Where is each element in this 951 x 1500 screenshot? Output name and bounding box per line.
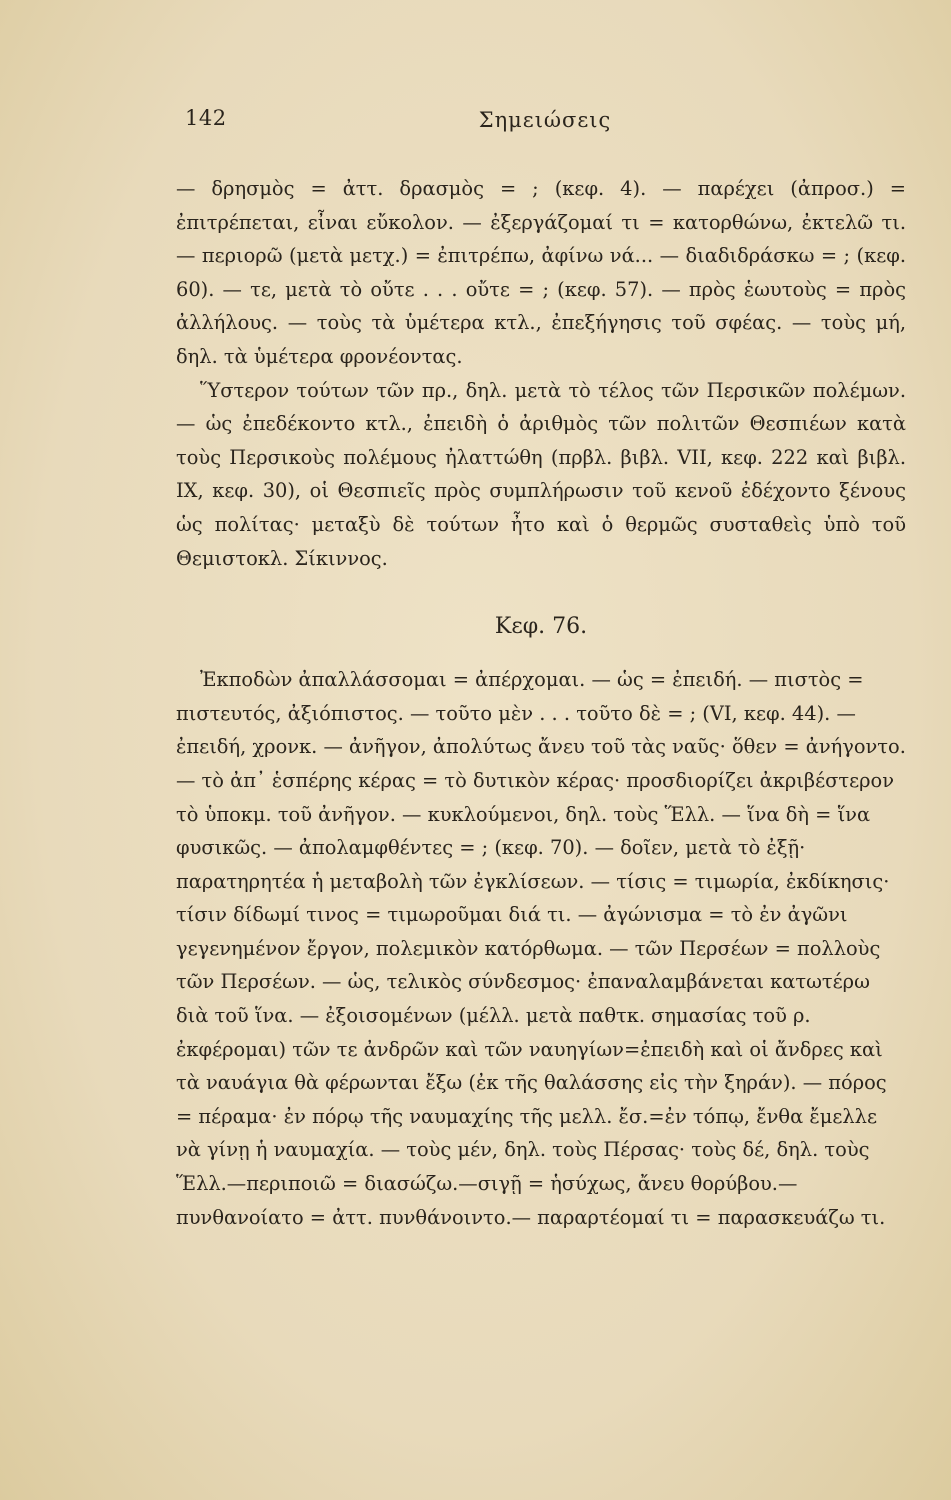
chapter-heading: Κεφ. 76. [494, 614, 588, 640]
note-paragraph: — δρησμὸς = ἀττ. δρασμὸς = ; (κεφ. 4). — παρέχει (ἀπροσ.) = ἐπιτρέπεται, εἶναι εὔκολον. — ἐξεργάζομαί τι = κατορθώνω, ἐκτελῶ τι. — περιορῶ (μετὰ μετχ.) = ἐπιτρέπω, ἀφίνω νά... — διαδιδράσκω = ; (κεφ. 60). — τε, μετὰ τὸ οὔτε . . . οὔτε = ; (κεφ. 57). — πρὸς ἑωυτοὺς = πρὸς ἀλλήλους. — τοὺς τὰ ὑμέτερα κτλ., ἐπεξήγησις τοῦ σφέας. — τοὺς μή, δηλ. τὰ ὑμέτερα φρονέοντας. [176, 177, 906, 368]
page-number: 142 [185, 106, 227, 130]
running-head [185, 106, 905, 142]
note-paragraph: Ἐκποδὼν ἀπαλλάσσομαι = ἀπέρχομαι. — ὡς = ἐπειδή. — πιστὸς = πιστευτός, ἀξιόπιστος. — τοῦτο μὲν . . . τοῦτο δὲ = ; (VI, κεφ. 44). — ἐπειδή, χρονκ. — ἀνῆγον, ἀπολύτως ἄνευ τοῦ τὰς ναῦς· ὅθεν = ἀνήγοντο. — τὸ ἀπ᾽ ἑσπέρης κέρας = τὸ δυτικὸν κέρας· προσδιορίζει ἀκριβέστερον τὸ ὑποκμ. τοῦ ἀνῆγον. — κυκλούμενοι, δηλ. τοὺς Ἕλλ. — ἵνα δὴ = ἵνα φυσικῶς. — ἀπολαμφθέντες = ; (κεφ. 70). — δοῖεν, μετὰ τὸ ἐξῇ· παρατηρητέα ἡ μεταβολὴ τῶν ἐγκλίσεων. — τίσις = τιμωρία, ἐκδίκησις· τίσιν δίδωμί τινος = τιμωροῦμαι διά τι. — ἀγώνισμα = τὸ ἐν ἀγῶνι γεγενημένον ἔργον, πολεμικὸν κατόρθωμα. — τῶν Περσέων = πολλοὺς τῶν Περσέων. — ὡς, τελικὸς σύνδεσμος· ἐπαναλαμβάνεται κατωτέρω διὰ τοῦ ἵνα. — ἐξοισομένων (μέλλ. μετὰ παθτκ. σημασίας τοῦ ρ. ἐκφέρομαι) τῶν τε ἀνδρῶν καὶ τῶν ναυηγίων=ἐπειδὴ καὶ οἱ ἄνδρες καὶ τὰ ναυάγια θὰ φέρωνται ἔξω (ἐκ τῆς θαλάσσης εἰς τὴν ξηράν). — πόρος = πέραμα· ἐν πόρῳ τῆς ναυμαχίης τῆς μελλ. ἔσ.=ἐν τόπῳ, ἔνθα ἔμελλε νὰ γίνῃ ἡ ναυμαχία. — τοὺς μέν, δηλ. τοὺς Πέρσας· τοὺς δέ, δηλ. τοὺς Ἕλλ.—περιποιῶ = διασώζω.—σιγῇ = ἡσύχως, ἄνευ θορύβου.— πυνθανοίατο = ἀττ. πυνθάνοιντο.— παραρτέομαί τι = παρασκευάζω τι. [176, 668, 906, 1229]
notes-body [176, 172, 906, 1234]
header-title: Σημειώσεις [478, 108, 612, 132]
note-paragraph: Ὕστερον τούτων τῶν πρ., δηλ. μετὰ τὸ τέλος τῶν Περσικῶν πολέμων. — ὡς ἐπεδέκοντο κτλ., ἐπειδὴ ὁ ἀριθμὸς τῶν πολιτῶν Θεσπιέων κατὰ τοὺς Περσικοὺς πολέμους ἠλαττώθη (πρβλ. βιβλ. VII, κεφ. 222 καὶ βιβλ. IX, κεφ. 30), οἱ Θεσπιεῖς πρὸς συμπλήρωσιν τοῦ κενοῦ ἐδέχοντο ξένους ὡς πολίτας· μεταξὺ δὲ τούτων ἦτο καὶ ὁ θερμῶς συσταθεὶς ὑπὸ τοῦ Θεμιστοκλ. Σίκιννος. [176, 378, 906, 570]
